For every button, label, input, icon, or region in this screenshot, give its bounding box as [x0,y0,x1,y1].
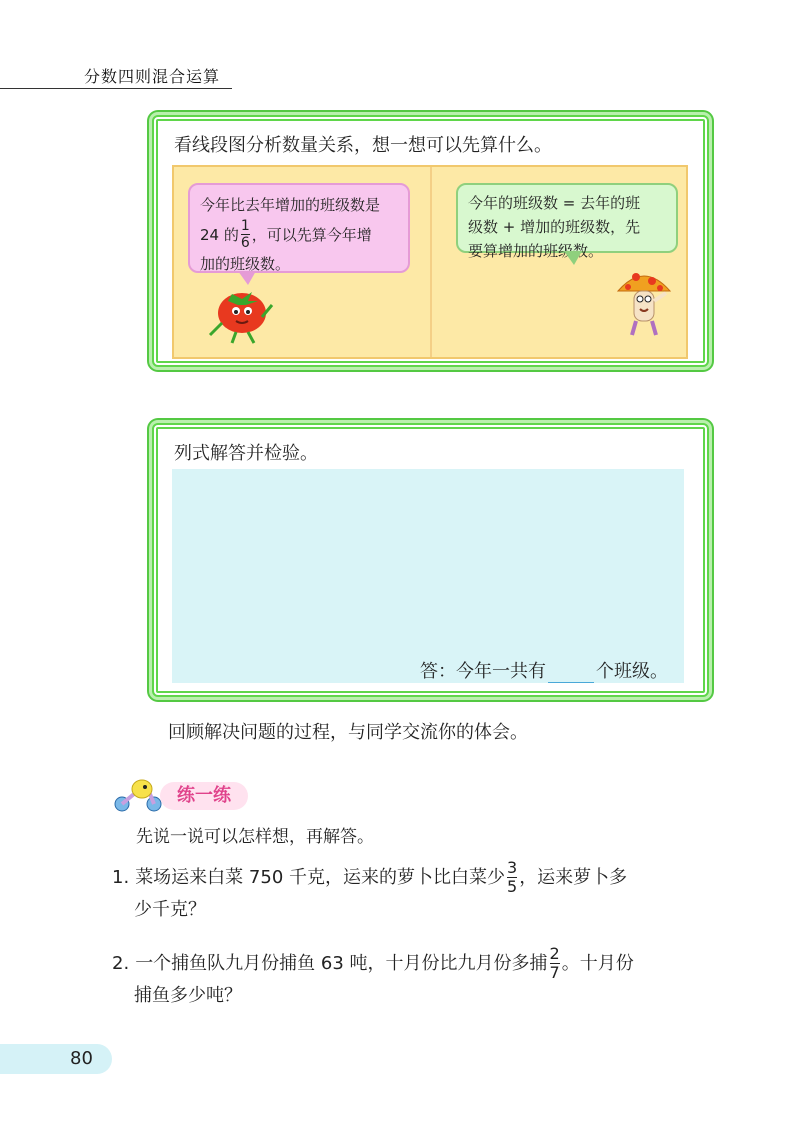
answer-suffix: 个班级。 [596,661,668,682]
mushroom-bubble-line1: 今年的班级数 = 去年的班 [468,194,641,212]
question-2-text-post: 。十月份 [561,952,634,974]
tomato-bubble-line3: 加的班级数。 [200,255,291,273]
tomato-character-icon [202,277,282,347]
fraction-two-sevenths [550,946,560,981]
question-1-line2: 少千克？ [134,899,206,920]
tomato-bubble-line2-pre: 24 的 [200,225,239,244]
tomato-speech-bubble [188,183,410,273]
question-2-line2: 捕鱼多少吨？ [134,985,242,1006]
question-2-text-pre: 一个捕鱼队九月份捕鱼 63 吨，十月份比九月份多捕 [135,952,548,974]
answer-area[interactable] [172,469,684,683]
fraction-denominator: 5 [507,877,518,896]
green-bubble-tail [564,251,582,265]
reflection-text: 回顾解决问题的过程，与同学交流你的体会。 [168,722,528,743]
panel-divider [430,167,432,357]
fraction-numerator: 2 [549,944,560,963]
fraction-one-sixth [241,219,250,250]
motorbike-mascot-icon [110,778,166,812]
answer-blank[interactable] [548,664,594,683]
page-number-tab [0,1044,112,1074]
answer-prefix: 答：今年一共有 [420,661,546,682]
mushroom-speech-bubble [456,183,678,260]
practice-badge: 练一练 [160,782,248,810]
question-2 [112,946,712,1011]
tomato-bubble-line2-post: ，可以先算今年增 [251,225,372,244]
page-header [0,60,232,92]
answer-sentence [420,657,668,683]
analysis-box [152,115,709,367]
header-rule [0,88,232,89]
tomato-bubble-line1: 今年比去年增加的班级数是 [200,196,381,214]
page-number: 80 [70,1048,93,1069]
chapter-title: 分数四则混合运算 [84,67,221,86]
mushroom-character-icon [614,261,674,341]
question-1-text-pre: 菜场运来白菜 750 千克，运来的萝卜比白菜少 [135,866,505,888]
analysis-box-title: 看线段图分析数量关系，想一想可以先算什么。 [174,135,552,156]
question-1 [112,860,712,925]
fraction-numerator: 1 [240,218,250,234]
fraction-three-fifths [507,860,517,895]
fraction-denominator: 7 [549,963,560,982]
question-1-number: 1. [112,866,130,888]
practice-intro: 先说一说可以怎样想，再解答。 [136,827,374,847]
fraction-numerator: 3 [507,858,518,877]
solution-box-title: 列式解答并检验。 [174,443,318,464]
fraction-denominator: 6 [240,235,250,251]
solution-box [152,423,709,697]
illustration-panel [172,165,688,359]
question-2-number: 2. [112,952,130,974]
mushroom-bubble-line2: 级数 + 增加的班级数，先 [468,218,641,236]
mushroom-bubble-line3: 要算增加的班级数。 [468,242,604,260]
question-1-text-post: ，运来萝卜多 [519,866,628,888]
